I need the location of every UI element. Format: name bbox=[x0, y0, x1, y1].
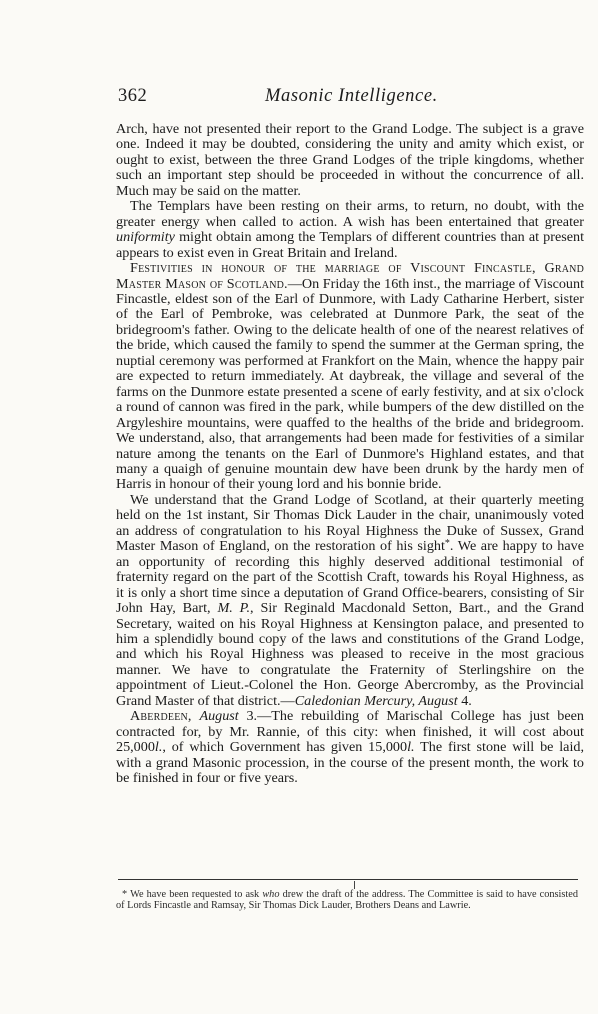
paragraph-text: , of which Government has given 15,000 bbox=[162, 739, 408, 756]
citation-date: 4. bbox=[457, 692, 472, 709]
emphasis-uniformity: uniformity bbox=[116, 229, 175, 246]
footnote-emphasis: who bbox=[262, 889, 280, 900]
paragraph-text: , Sir Reginald Macdonald Setton, Bart., and the Grand Secretary, waited on his Royal Highness at Kensington palace, and presented to him a splendidly bound copy of the laws and constitutions of the Grand Lodge, and which his Royal Highness was pleased to receive in the most gracious manner. We have to congratulate the Fraternity of Sterlingshire on the appointment of Lieut.-Colonel the Hon. George Abercromby, as the Provincial Grand Master of that district.— bbox=[116, 600, 584, 709]
paragraph-text: We understand that the Grand Lodge of Scotland, at their quarterly meeting held on the 1st instant, Sir Thomas Dick Lauder in the chair, unanimously voted an address of congratulation to his Royal Highness the Duke of Sussex, Grand Master Mason of England, on the restoration of his sight bbox=[116, 491, 584, 555]
section-heading: Festivities in honour of the marriage of Viscount Fincastle, Grand Master Mason of Scotland. bbox=[116, 260, 584, 292]
page-header bbox=[118, 86, 448, 110]
paragraph-text: The Templars have been resting on their arms, to return, no doubt, with the greater energy when called to action. A wish has been entertained that greater bbox=[116, 198, 584, 230]
paragraph-royal-arch bbox=[116, 122, 584, 199]
footnote-text: We have been requested to ask bbox=[127, 889, 260, 900]
currency-unit: l. bbox=[407, 739, 415, 756]
article-body bbox=[116, 122, 584, 786]
footnote bbox=[116, 890, 578, 911]
footnote-marker[interactable]: * bbox=[444, 538, 450, 550]
paragraph-text: The first stone will be laid, with a grand Masonic procession, in the course of the present month, the work to be finished in four or five years. bbox=[116, 739, 584, 787]
date-month: August bbox=[199, 708, 239, 725]
paragraph-text: 3.—The rebuilding of Marischal College has just been contracted for, by Mr. Rannie, of this city: when finished, it will cost about 25,000 bbox=[116, 708, 584, 756]
paragraph-templars bbox=[116, 199, 584, 261]
paragraph-aberdeen bbox=[116, 709, 584, 786]
currency-unit: l. bbox=[154, 739, 163, 756]
paragraph-festivities bbox=[116, 261, 584, 493]
running-head: Masonic Intelligence. bbox=[265, 86, 438, 106]
footnote-mark: * bbox=[122, 889, 128, 900]
footnote-text: drew the draft of the address. The Committee is said to have consisted of Lords Fincastle and Ramsay, Sir Thomas Dick Lauder, Brothers Deans and Lawrie. bbox=[116, 889, 579, 911]
paragraph-text: might obtain among the Templars of different countries than at present appears to exist even in Great Britain and Ireland. bbox=[116, 229, 585, 261]
paragraph-grand-lodge bbox=[116, 493, 584, 709]
page-number: 362 bbox=[118, 86, 148, 106]
place-name: Aberdeen, bbox=[130, 708, 192, 725]
paragraph-text: Arch, have not presented their report to the Grand Lodge. The subject is a grave one. Indeed it may be doubted, considering the unity and amity which exist, or ought to exist, between the three Grand Lodges of the triple kingdoms, whether such an important step should be proceeded in without the concurrence of all. Much may be said on the matter. bbox=[116, 121, 584, 199]
source-citation: Caledonian Mercury, August bbox=[294, 692, 458, 709]
title-mp: M. P. bbox=[217, 600, 251, 617]
rule-mark bbox=[354, 881, 355, 889]
paragraph-text: —On Friday the 16th inst., the marriage of Viscount Fincastle, eldest son of the Earl of Dunmore, with Lady Catharine Herbert, sister of the Earl of Pembroke, was celebrated at Dunmore Park, the seat of the bridegroom's father. Owing to the delicate health of one of the nearest relatives of the bride, which caused the family to spend the summer at the German spring, the nuptial ceremony was performed at Frankfort on the Main, whence the happy pair are expected to return immediately. At daybreak, the village and several of the farms on the Dunmore estate presented a scene of early festivity, and at six o'clock a round of cannon was fired in the park, while bumpers of the dew distilled on the Argyleshire mountains, were quaffed to the healths of the bride and bridegroom. We understand, also, that arrangements had been made for festivities of a similar nature among the tenants on the Earl of Dunmore's Highland estates, and that many a quaigh of genuine mountain dew have been drunk by the hardy men of Harris in honour of their young lord and his bonnie bride. bbox=[116, 275, 585, 493]
footnote-rule bbox=[118, 879, 578, 880]
paragraph-text: . We are happy to have an opportunity of recording this highly deserved additional testimonial of fraternity regard on the part of the Scottish Craft, towards his Royal Highness, as it is only a short time since a deputation of Grand Office-bearers, consisting of Sir John Hay, Bart, bbox=[116, 538, 584, 617]
